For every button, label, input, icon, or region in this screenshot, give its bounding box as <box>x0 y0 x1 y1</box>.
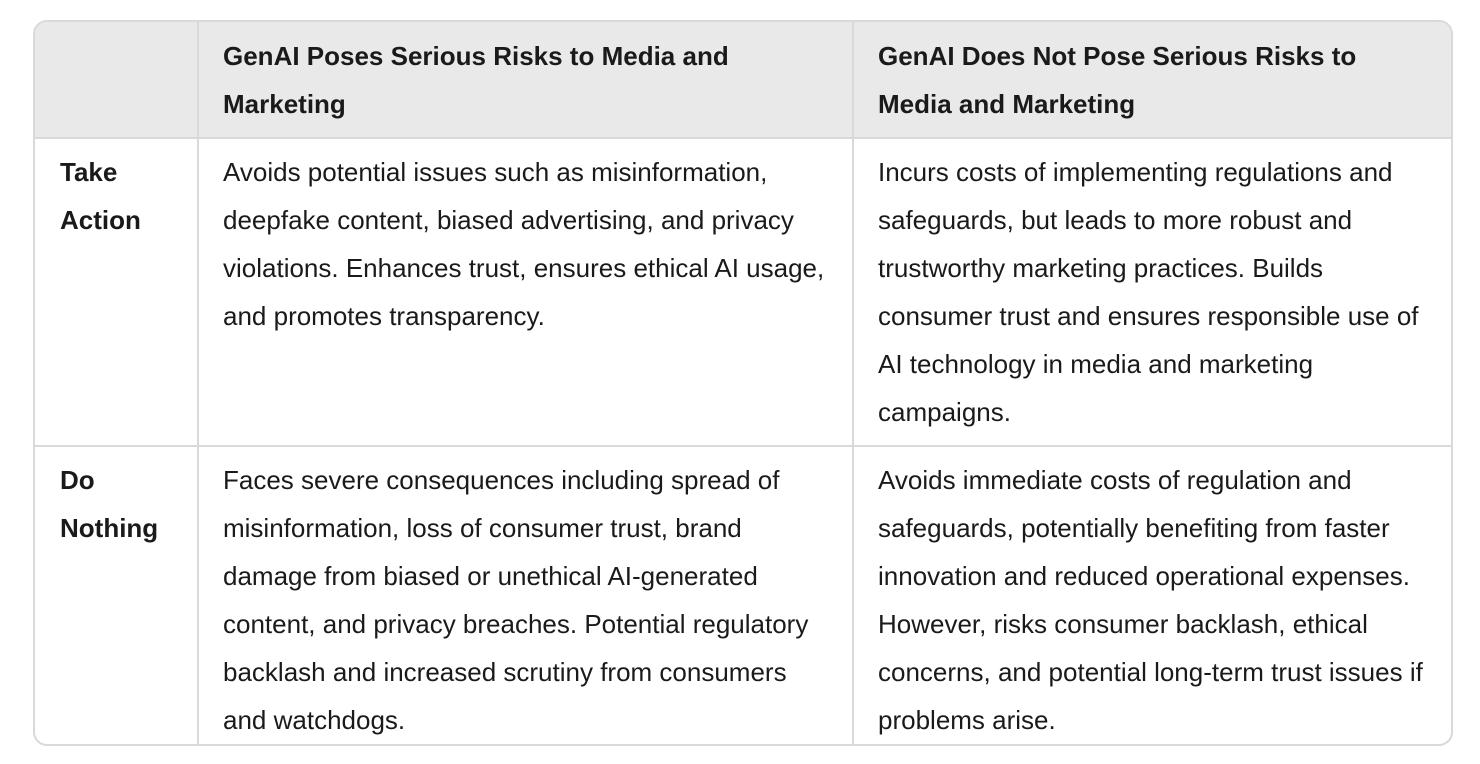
cell-do-nothing-risks: Faces severe consequences including spread of misinformation, loss of consumer trust, brand damage from biased or unethical AI-generated content, and privacy breaches. Potential regulatory backlash and increased scrutiny from consumers and watchdogs. <box>198 446 853 746</box>
header-cell-no-risks: GenAI Does Not Pose Serious Risks to Media and Marketing <box>853 22 1451 138</box>
table <box>35 22 1451 746</box>
row-label-take-action: Take Action <box>35 138 198 446</box>
cell-do-nothing-no-risks: Avoids immediate costs of regulation and safeguards, potentially benefiting from faster innovation and reduced operational expenses. However, risks consumer backlash, ethical concerns, and potential long-term trust issues if problems arise. <box>853 446 1451 746</box>
decision-matrix-table <box>33 20 1453 746</box>
header-row <box>35 22 1451 138</box>
header-cell-empty <box>35 22 198 138</box>
table-row <box>35 446 1451 746</box>
header-cell-risks: GenAI Poses Serious Risks to Media and Marketing <box>198 22 853 138</box>
table-row <box>35 138 1451 446</box>
table-header <box>35 22 1451 138</box>
row-label-do-nothing: Do Nothing <box>60 465 159 543</box>
table-body <box>35 138 1451 746</box>
cell-take-action-risks: Avoids potential issues such as misinformation, deepfake content, biased advertising, and privacy violations. Enhances trust, ensures ethical AI usage, and promotes transparency. <box>198 138 853 446</box>
cell-take-action-no-risks: Incurs costs of implementing regulations and safeguards, but leads to more robust and trustworthy marketing practices. Builds consumer trust and ensures responsible use of AI technology in media and marketing campaigns. <box>853 138 1451 446</box>
